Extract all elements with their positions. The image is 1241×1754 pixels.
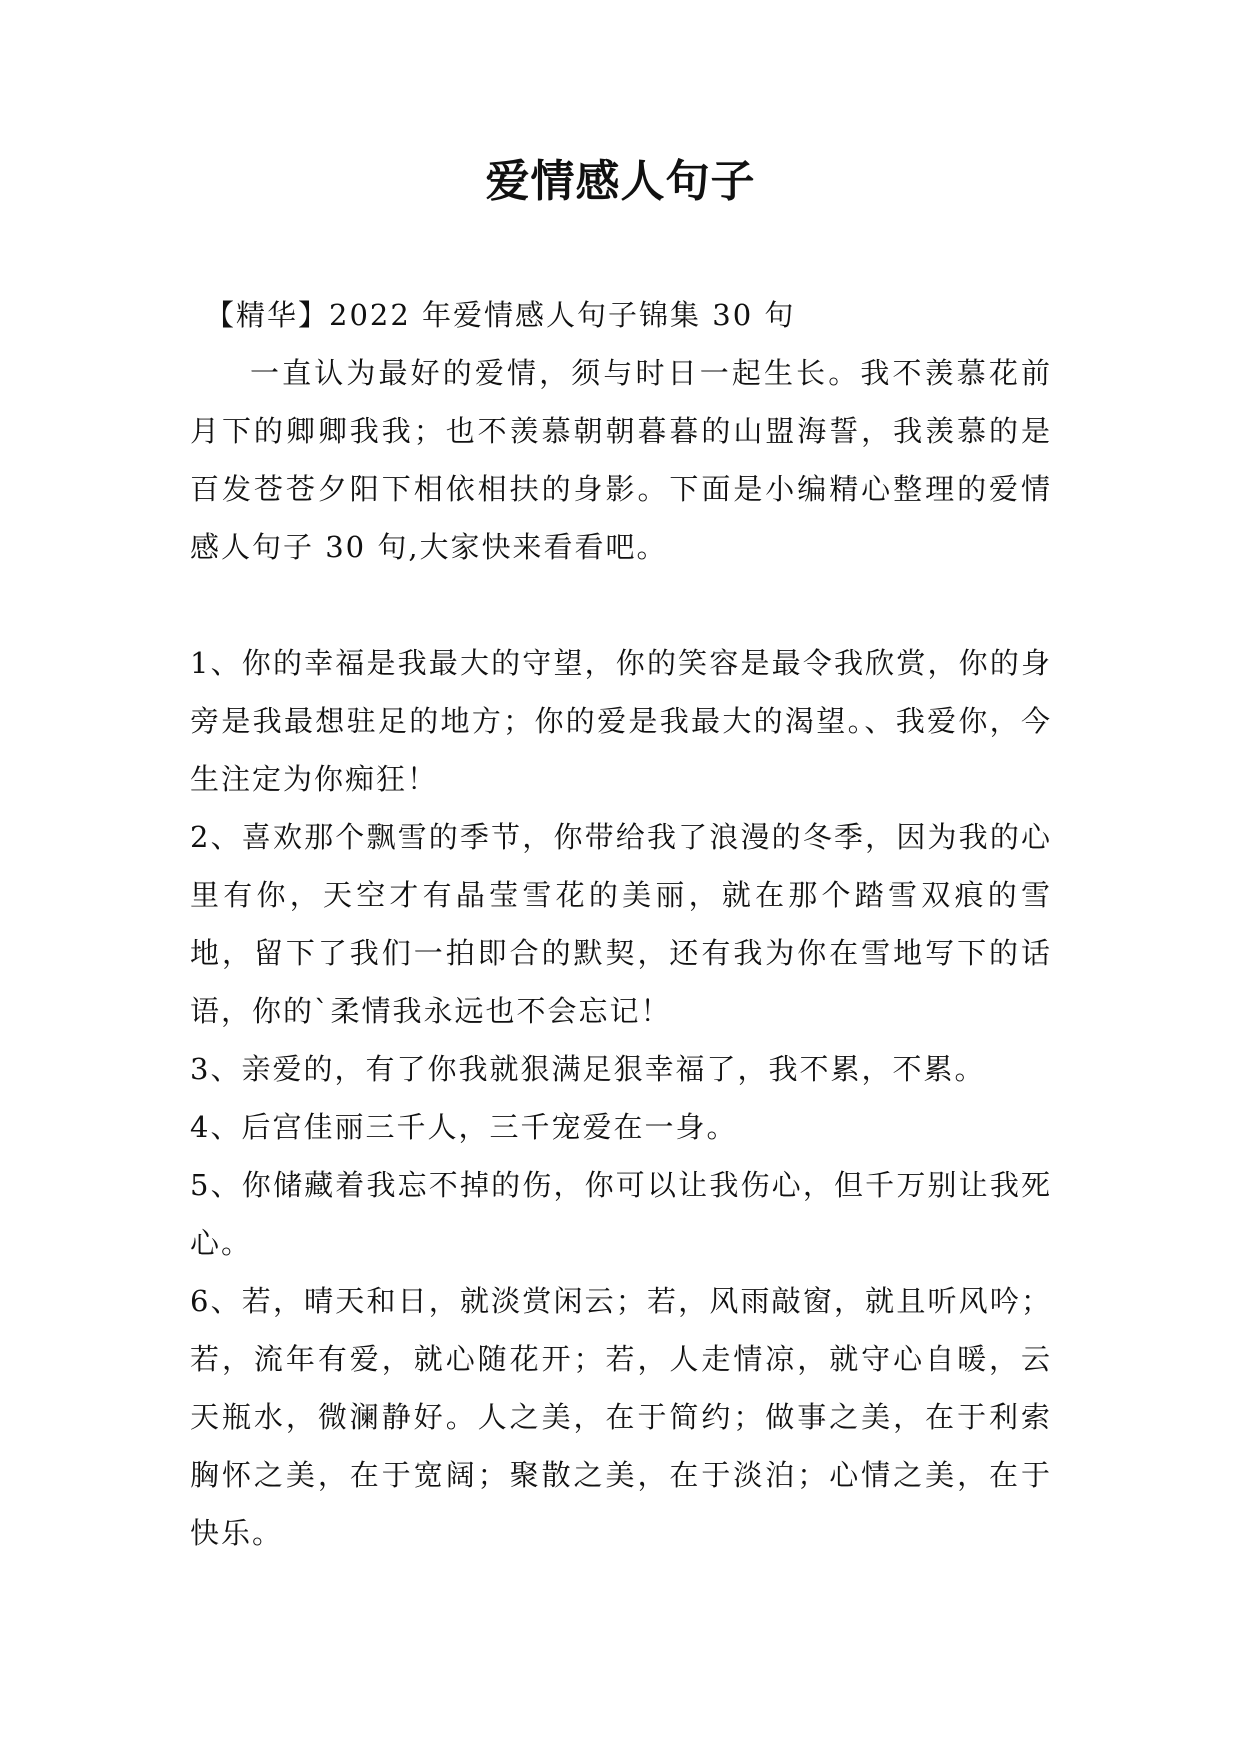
document-body xyxy=(190,286,1052,1562)
list-item: 4、后宫佳丽三千人，三千宠爱在一身。 xyxy=(190,1110,738,1144)
list-item: 1、你的幸福是我最大的守望，你的笑容是最令我欣赏，你的身旁是我最想驻足的地方；你的爱是我最大的渴望。、我爱你，今生注定为你痴狂！ xyxy=(190,646,1052,796)
paragraph-spacer xyxy=(190,576,1052,634)
page-title: 爱情感人句子 xyxy=(485,156,756,207)
intro-paragraph: 一直认为最好的爱情，须与时日一起生长。我不羡慕花前月下的卿卿我我；也不羡慕朝朝暮暮的山盟海誓，我羡慕的是百发苍苍夕阳下相依相扶的身影。下面是小编精心整理的爱情感人句子 30 句,大家快来看看吧。 xyxy=(190,356,1052,564)
document-subtitle: 【精华】2022 年爱情感人句子锦集 30 句 xyxy=(205,298,796,332)
list-item: 5、你储藏着我忘不掉的伤，你可以让我伤心，但千万别让我死心。 xyxy=(190,1168,1052,1260)
list-item: 6、若，晴天和日，就淡赏闲云；若，风雨敲窗，就且听风吟；若，流年有爱，就心随花开；若，人走情凉，就守心自暖，云天瓶水，微澜静好。人之美，在于简约；做事之美，在于利索胸怀之美，在于宽阔；聚散之美，在于淡泊；心情之美，在于快乐。 xyxy=(190,1284,1052,1550)
list-item: 2、喜欢那个飘雪的季节，你带给我了浪漫的冬季，因为我的心里有你，天空才有晶莹雪花的美丽，就在那个踏雪双痕的雪地，留下了我们一拍即合的默契，还有我为你在雪地写下的话语，你的`柔情我永远也不会忘记！ xyxy=(190,820,1052,1028)
list-item: 3、亲爱的，有了你我就狠满足狠幸福了，我不累，不累。 xyxy=(190,1052,986,1086)
